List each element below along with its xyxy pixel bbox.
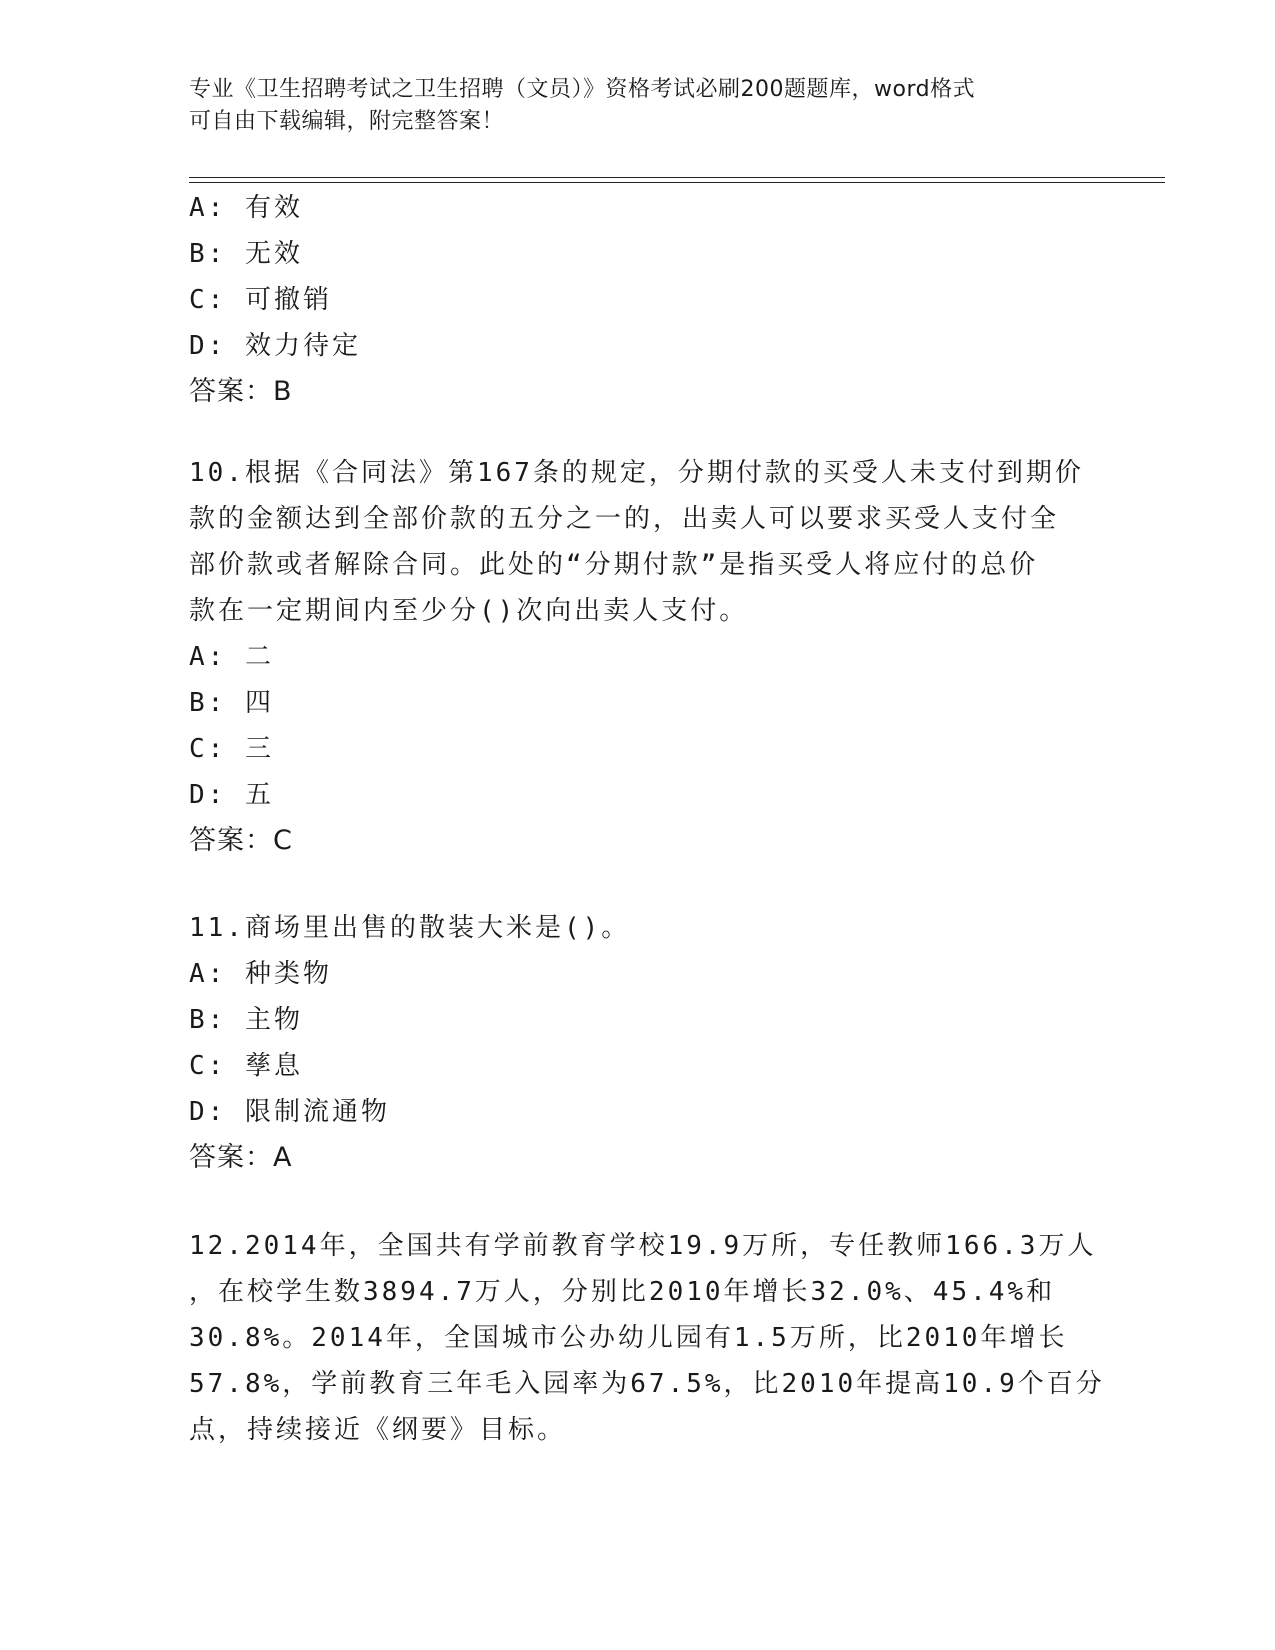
question-11 [189,905,1089,1181]
option-a: A: 种类物 [189,959,332,989]
question-text-line: 点，持续接近《纲要》目标。 [189,1415,567,1445]
document-header [189,74,1089,138]
option-a: A: 二 [189,642,274,672]
question-text-line: 款在一定期间内至少分()次向出卖人支付。 [189,596,749,626]
question-text-line: 57.8%，学前教育三年毛入园率为67.5%，比2010年提高10.9个百分 [189,1369,1105,1399]
question-text-line: 11.商场里出售的散装大米是()。 [189,913,631,943]
answer: 答案：C [189,825,293,856]
question-text-line: 10.根据《合同法》第167条的规定，分期付款的买受人未支付到期价 [189,458,1084,488]
option-a: A: 有效 [189,193,303,223]
option-c: C: 可撤销 [189,285,332,315]
option-d: D: 限制流通物 [189,1097,390,1127]
option-c: C: 三 [189,734,274,764]
option-b: B: 无效 [189,239,303,269]
answer: 答案：B [189,376,293,407]
option-b: B: 主物 [189,1005,303,1035]
header-divider-top [189,177,1165,178]
header-line-1: 专业《卫生招聘考试之卫生招聘（文员）》资格考试必刷200题题库，word格式 [189,77,976,102]
question-text-line: 款的金额达到全部价款的五分之一的，出卖人可以要求买受人支付全 [189,504,1060,534]
question-text-line: 12.2014年，全国共有学前教育学校19.9万所，专任教师166.3万人 [189,1231,1097,1261]
option-c: C: 孳息 [189,1051,303,1081]
question-text-line: 部价款或者解除合同。此处的“分期付款”是指买受人将应付的总价 [189,550,1039,580]
question-9-options [189,185,1089,415]
option-d: D: 五 [189,780,274,810]
header-divider-bottom [189,182,1165,183]
header-line-2: 可自由下载编辑，附完整答案！ [189,109,505,134]
answer: 答案：A [189,1142,293,1173]
option-b: B: 四 [189,688,274,718]
question-12 [189,1223,1105,1453]
question-text-line: 30.8%。2014年，全国城市公办幼儿园有1.5万所，比2010年增长 [189,1323,1068,1353]
option-d: D: 效力待定 [189,331,361,361]
question-text-line: ，在校学生数3894.7万人，分别比2010年增长32.0%、45.4%和 [189,1277,1056,1307]
question-10 [189,450,1089,864]
